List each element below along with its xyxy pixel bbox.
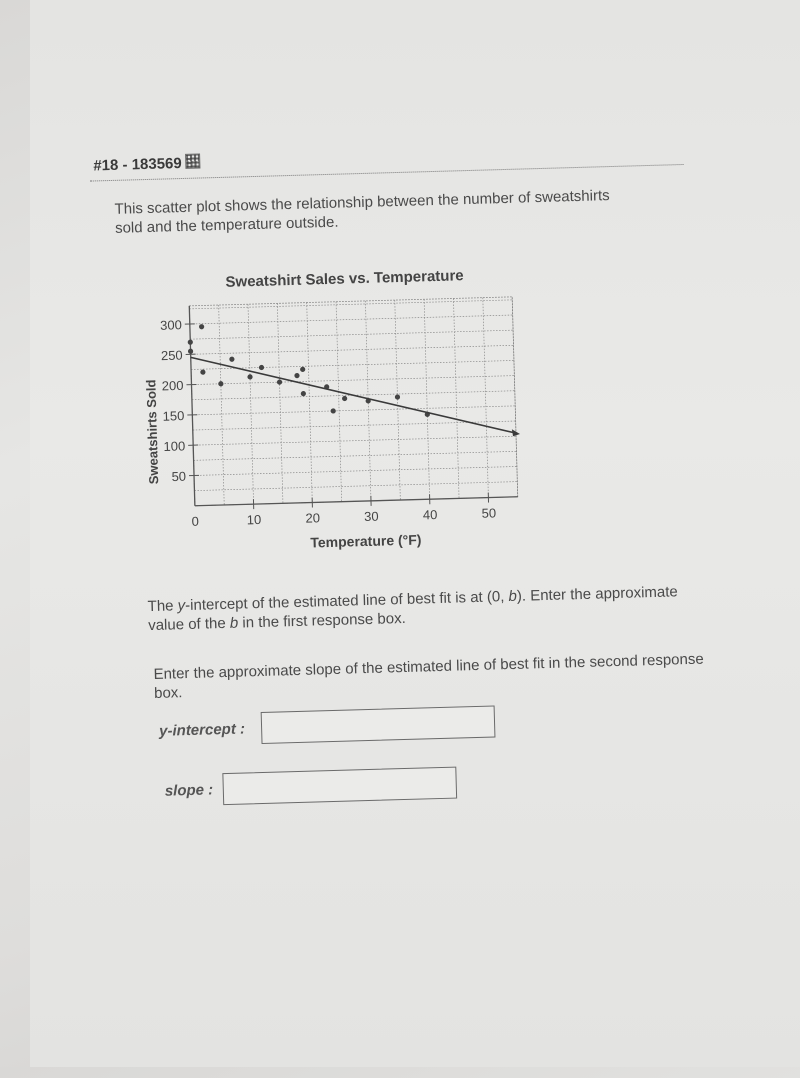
- grid-line-y: [190, 315, 513, 324]
- grid-line-y: [191, 345, 514, 354]
- fit-line: [191, 348, 516, 442]
- data-point: [342, 396, 347, 401]
- x-tick-label: 40: [423, 507, 438, 522]
- y-tick-label: 150: [162, 408, 184, 424]
- question-number: [93, 153, 201, 174]
- data-point: [188, 340, 193, 345]
- data-point: [247, 374, 252, 379]
- x-axis: [195, 497, 518, 506]
- grid-line-y: [191, 376, 514, 385]
- chart-title: Sweatshirt Sales vs. Temperature: [225, 267, 464, 291]
- data-point: [229, 357, 234, 362]
- data-point: [301, 391, 306, 396]
- data-point: [395, 394, 400, 399]
- y-tick-label: 300: [160, 317, 182, 333]
- chart-grid: [189, 297, 517, 506]
- question-number-label: #18 - 183569: [93, 155, 182, 174]
- data-point: [277, 379, 282, 384]
- prompt-text-4: in the first response box.: [238, 610, 406, 632]
- chart-ylabel: Sweatshirts Sold: [143, 379, 161, 484]
- x-tick-label: 20: [305, 510, 320, 525]
- grid-line-y: [190, 330, 513, 339]
- prompt-var-b2: b: [230, 615, 239, 632]
- question-intro: This scatter plot shows the relationship between the number of sweatshirts sold and the temperature outside.: [114, 185, 635, 238]
- y-tick-label: 50: [171, 469, 186, 484]
- data-point: [300, 367, 305, 372]
- prompt-var-y: y: [177, 597, 185, 614]
- chart-xlabel: Temperature (°F): [310, 531, 422, 550]
- intercept-label: y-intercept :: [159, 720, 245, 739]
- plot-frame: [189, 297, 517, 506]
- x-tick-label: 10: [247, 512, 262, 527]
- intercept-prompt: [147, 581, 708, 635]
- grid-line-y: [194, 451, 517, 460]
- slope-label: slope :: [165, 781, 214, 799]
- chart-ticks: [160, 309, 496, 530]
- data-point: [218, 381, 223, 386]
- prompt-text-2: -intercept of the estimated line of best fit is at (0,: [185, 588, 509, 614]
- grid-line-y: [194, 482, 517, 491]
- x-tick-label: 50: [481, 505, 496, 520]
- intercept-input[interactable]: [261, 705, 496, 744]
- data-point: [331, 408, 336, 413]
- chart-axes: [189, 297, 517, 506]
- grid-line-y: [194, 466, 517, 475]
- grid-line-y: [193, 436, 516, 445]
- data-point: [200, 369, 205, 374]
- data-point: [259, 365, 264, 370]
- prompt-var-b: b: [508, 588, 517, 605]
- y-tick-label: 200: [162, 378, 184, 394]
- y-tick-label: 250: [161, 348, 183, 364]
- data-point: [188, 349, 193, 354]
- x-tick-label: 30: [364, 509, 379, 524]
- grid-line-y: [192, 406, 515, 415]
- scatter-chart: [126, 256, 534, 567]
- slope-prompt: Enter the approximate slope of the estimated line of best fit in the second response box.: [153, 649, 714, 703]
- prompt-text-3: ). Enter the approximate value of the: [148, 583, 678, 634]
- slope-input[interactable]: [222, 767, 457, 806]
- data-point: [199, 324, 204, 329]
- data-point: [294, 373, 299, 378]
- chart-fit: [191, 348, 520, 445]
- x-tick-label: 0: [191, 514, 199, 529]
- prompt-text-1: The: [147, 597, 177, 615]
- chart-points: [187, 318, 430, 424]
- calculator-icon[interactable]: [185, 153, 200, 168]
- y-tick-label: 100: [163, 438, 185, 454]
